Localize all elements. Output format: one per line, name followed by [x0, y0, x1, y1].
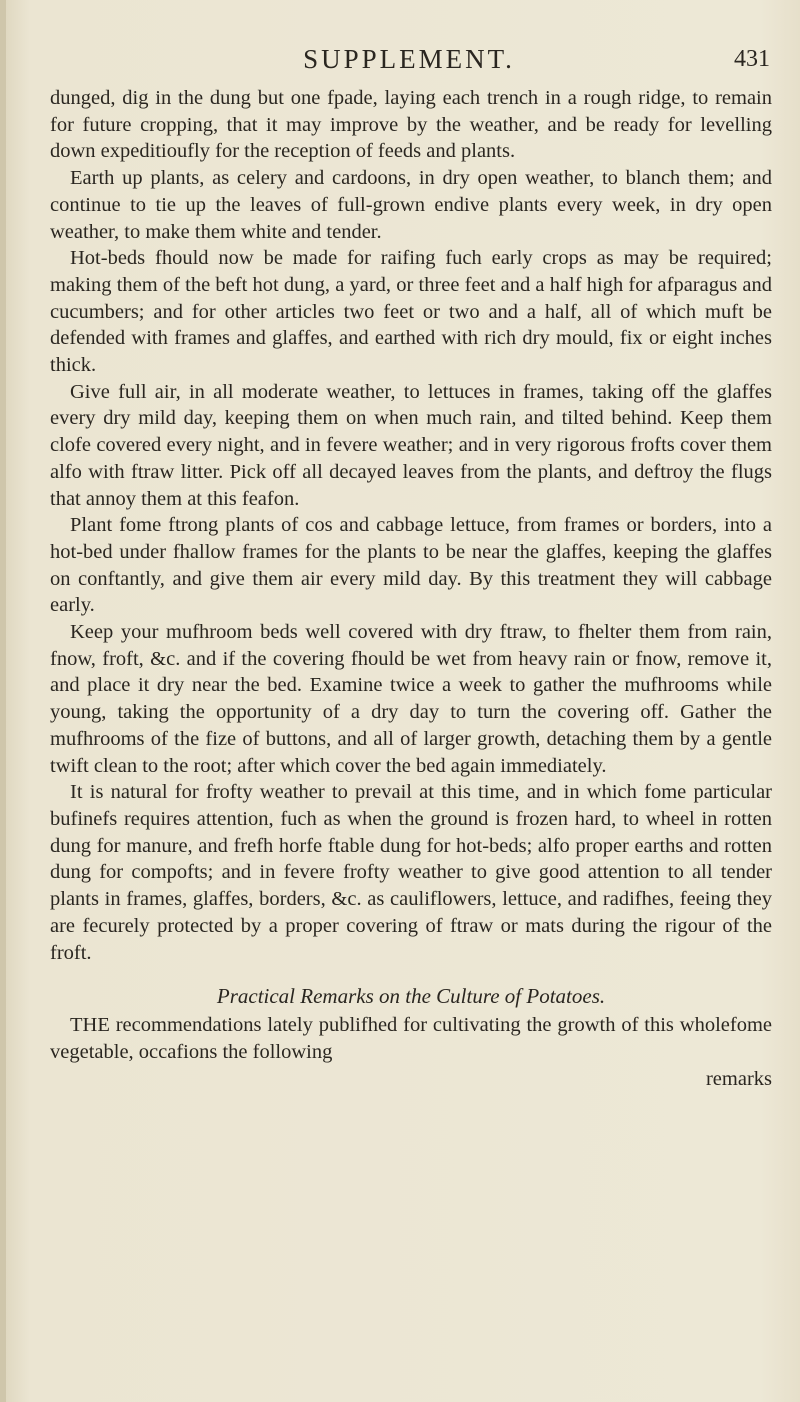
paragraph-hot-beds: Hot-beds fhould now be made for raifing fuch early crops as may be required; making them of the beft hot dung, a yard, or three feet and a half high for afparagus and cucumbers; and for other articles two feet or two and a half, all of which muft be defended with frames and glaffes, and earthed with rich dry mould, fix or eight inches thick.	[50, 247, 772, 377]
running-header	[48, 44, 770, 84]
paragraph-potatoes-intro: THE recommendations lately publifhed for cultivating the growth of this wholefome vegetable, occafions the following	[50, 1014, 772, 1063]
section-heading: Practical Remarks on the Culture of Potatoes.	[216, 984, 606, 1009]
paragraph-frosty-weather: It is natural for frofty weather to prevail at this time, and in which fome particular bufinefs requires attention, fuch as when the ground is frozen hard, to wheel in rotten dung for manure, and frefh horfe ftable dung for hot-beds; alfo proper earths and rotten dung for compofts; and in fevere frofty weather to give good attention to all tender plants in frames, glaffes, borders, &c. as cauliflowers, lettuce, and radifhes, feeing they are fecurely protected by a proper covering of ftraw or mats during the rigour of the froft.	[50, 781, 772, 964]
page-number: 431	[734, 46, 770, 72]
paragraph-lettuces-air: Give full air, in all moderate weather, to lettuces in frames, taking off the glaffes every dry mild day, keeping them on when much rain, and tilted behind. Keep them clofe covered every night, and in fevere weather; and in very rigorous frofts cover them alfo with ftraw litter. Pick off all decayed leaves from the plants, and deftroy the flugs that annoy them at this feafon.	[50, 380, 772, 510]
paragraph-mushroom-beds: Keep your mufhroom beds well covered with dry ftraw, to fhelter them from rain, fnow, froft, &c. and if the covering fhould be wet from heavy rain or fnow, remove it, and place it dry near the bed. Examine twice a week to gather the mufhrooms while young, taking the opportunity of a dry day to turn the covering off. Gather the mufhrooms of the fize of buttons, and all of larger growth, detaching them by a gentle twift clean to the root; after which cover the bed again immediately.	[50, 621, 772, 777]
paragraph-plant-lettuce: Plant fome ftrong plants of cos and cabbage lettuce, from frames or borders, into a hot-bed under fhallow frames for the plants to be near the glaffes, keeping the glaffes on conftantly, and give them air every mild day. By this treatment they will cabbage early.	[50, 514, 772, 617]
page-edge	[0, 0, 6, 1402]
catchword: remarks	[705, 1067, 772, 1090]
paragraph-continued-digging: dunged, dig in the dung but one fpade, laying each trench in a rough ridge, to remain for future cropping, that it may improve by the weather, and be ready for levelling down expeditioufly for the reception of feeds and plants.	[50, 87, 772, 163]
running-title: SUPPLEMENT.	[303, 44, 515, 74]
paragraph-earth-up-plants: Earth up plants, as celery and cardoons, in dry open weather, to blanch them; and continue to tie up the leaves of full-grown endive plants every week, in dry open weather, to make them white and tender.	[50, 167, 772, 243]
page-body	[50, 85, 772, 1092]
